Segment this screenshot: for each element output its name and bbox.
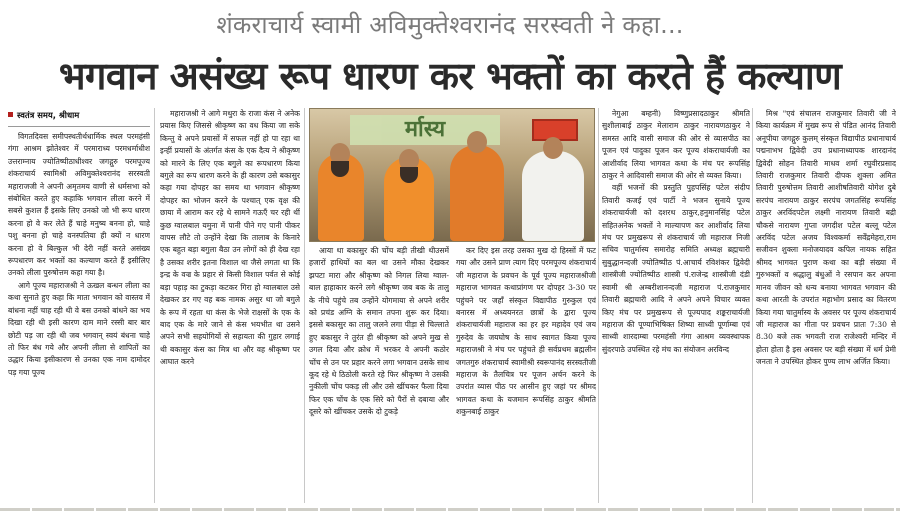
paragraph: नेगुआ बम्हनी) विष्णुप्रसादठाकुर श्रीमति सुशीलाबाई ठाकुर मेलाराम ठाकुर नारायणठाकुर ने समस्त आदि वासी समाज की ओर से व्यासपीठ का पूजन एवं पादुका पूजन कर पूज्य शंकराचार्यजी का आशीर्वाद लिया भागवत कथा के मंच पर रूपसिंह ठाकुर ने आदिवासी समाज की ओर से व्यक्त किया। — [602, 109, 750, 181]
paragraph: वहीं भजनों की प्रस्तुति पुहपसिंह पटेल संदीप तिवारी कजई एवं पार्टी ने भजन सुनाये पूज्य शंकराचार्यजी को दशरथ ठाकुर,हनुमानसिंह पटेल सहितअनेक भक्तों ने माल्यापण कर आशीर्वाद लिया मंच पर प्रमुखरूप से शंकराचार्य जी महाराज निजी सचिव चातुर्मास्य समारोह समिति अध्यक्ष ब्रह्मचारी सुबुद्धानन्दजी ज्योतिष्पीठ पं.आचार्य रविशंकर द्विवेदी शास्त्रीजी ज्योतिष्पीठ शास्त्री पं.राजेन्द्र शास्त्रीजी दंडी स्वामी श्री अम्बरीशानन्दजी महाराज पं.राजकुमार तिवारी ब्रह्मचारी आदि ने अपने अपने विचार व्यक्त किए मंच पर प्रमुखरूप से पूज्यपाद शङ्कराचार्यजी महाराज की पूण्याभिषिक्त शिष्या साध्वी पूर्णाम्बा एवं साध्वी शारदाम्बा परमहंसी गंगा आश्रम व्यवस्थापक सुंदरपाठे उपस्थित रहे मंच का संयोजन अरविन्द — [602, 183, 750, 354]
column-divider — [154, 108, 155, 503]
person-head — [467, 131, 487, 153]
news-photo — [309, 108, 595, 242]
column-divider — [598, 108, 599, 503]
kicker-line: शंकराचार्य स्वामी अविमुक्तेश्वरानंद सरस्वती ने कहा... — [216, 11, 684, 39]
column-divider — [752, 108, 753, 503]
byline — [8, 108, 150, 127]
page-bottom-rule — [0, 508, 900, 511]
article-column-4 — [456, 245, 596, 503]
column-divider — [304, 108, 305, 503]
paragraph: मिश्र "एवं संचालन राजकुमार तिवारी जी ने किया कार्यक्रम में मुख्य रूप से पंडित आनंद तिवारी अनूपीया जगद्गुरु कुलम् संस्कृत विद्यापीठ प्रधानाचार्य पद्मनाभभ द्विवेदी उप प्रधानाध्यापक शारदानंद द्विवेदी सोहन तिवारी माधव शर्मा रघुवीरप्रसाद तिवारी राजकुमार तिवारी दीपक शुक्ला अमित तिवारी पुरुषोत्तम तिवारी आशीषतिवारी योगेश दुबे सरपंच नारायण ठाकुर सरपंच जगतसिंह रूपसिंह ठाकुर अरविंदपटेल लक्ष्मी नारायण तिवारी बद्री चौकसे नारायण गुप्ता जगदीश पटेल बल्लू पटेल अरविंद पटेल अजय विश्वकर्मा सर्वेंद्रमेहरा,राम सजीवन शुक्ला मनोजयादव कपिल नायक सहित श्रीमद भागवत पुराण कथा का बड़ी संख्या में गुरुभक्तों व श्रद्धालु बंधुओं ने रसपान कर अपना मानव जीवन को धन्य बनाया भागवत भगवान की कथा आरती के उपरांत महाभोग प्रसाद का वितरण किया गया चातुर्मास्य के अवसर पर पूज्य शंकराचार्य जी महाराज का गीता पर प्रवचन प्रातः 7:30 से 8.30 बजे तक भगवती राज राजेश्वरी मन्दिर में होता होता है इस अवसर पर बड़ी संख्या में धर्म प्रेमी जनता ने उपस्थित होकर पुण्य लाभ अर्जित किया। — [756, 109, 896, 367]
paragraph: आगे पूज्य महाराजश्री ने ऊखल बन्धन लीला का कथा सुनाते हुए कहा कि माता भगवान को वास्तव में बांधना नहीं चाह रही थी वे बस उनको बांधने का भय दिखा रही थी इसी कारण दाम माने रस्सी बार बार छोटी पड़ जा रही थी जब भगवान् स्वयं बंधना चाहे तो फिर बंध गये और अपनी लीला से शापितों का उद्धार किया इसीकारण से उनका एक नाम दामोदर पड़ गया पूज्य — [8, 280, 150, 377]
article-column-6 — [756, 108, 896, 503]
paragraph: विगतदिवस समीपस्थतीर्थधार्मिक स्थल परमहंसी गंगा आश्रम झोतेश्वर में परमाराध्य परमधर्माधीश उत्तराम्नाय ज्योतिष्पीठाधीश्वर जगद्गुरु परमपूज्य शंकराचार्य स्वामिश्री अविमुक्तेश्वरानंद सरस्वती महाराजजी ने अपनी अमृतमय वाणी से धर्मसभा को संबोधित करते हुए कहाकि भगवान लीला करने में सबसे कुशल हैं इसके लिए उनको जो भी रूप धारण करना हो वे कर लेते हैं चाहे मनुष्य बनना हो, चाहे पशु बनना हो चाहे वनस्पतिया ही क्यों न धारण करना हो वे बिल्कुल भी देरी नहीं करते असंख्य रूपधारण कर भक्तों का कल्याण करते हैं इसीलिए उनको लीला पुरुषोत्तम कहा गया है। — [8, 132, 150, 278]
article-column-2 — [160, 108, 300, 503]
paragraph: कर दिए इस तरह उसका मुख दो हिस्सों में फट गया और उसने प्राण त्याग दिए परमपूज्य शंकराचार्य जी महाराज के प्रवचन के पूर्व पूज्य महाराजश्रीजी महाराज भागवत कथाप्रांगण पर दोपहर 3-30 पर पहुंचने पर जहाँ संस्कृत विद्यापीठ गुरुकुल एवं बनारस में अध्ययनरत छात्रों के द्वारा पूज्य शंकराचार्यजी महाराज का हर हर महादेव एवं जय गुरुदेव के जयघोष के साथ स्वागत किया पूज्य महाराजश्री ने मंच पर पहुंचते ही सर्वप्रथम ब्रह्मलीन जगतगुरु शंकराचार्य स्वामीश्री स्वरूपानंद सरस्वतीजी महाराज के तैलचित्र पर पूजन अर्चन करने के उपरांत व्यास पीठ पर आसीन हुए जहां पर श्रीमद भागवत कथा के यजमान रूपसिंह ठाकुर श्रीमति शकुनबाई ठाकुर — [456, 246, 596, 417]
person-figure — [450, 145, 504, 241]
byline-marker-icon — [8, 112, 13, 117]
person-head — [543, 137, 563, 159]
byline-text: स्वतंत्र समय, श्रीधाम — [17, 110, 80, 120]
article-column-3 — [309, 245, 449, 503]
article-column-5 — [602, 108, 750, 503]
article-column-1 — [8, 108, 150, 503]
photo-banner: र्मास्य — [350, 115, 500, 145]
paragraph: महाराजश्री ने आगे मथुरा के राजा कंस ने अनेक प्रयास किए जिससे श्रीकृष्ण का वध किया जा सके किन्तु वे अपने प्रयासों में सफल नहीं हो पा रहा था इन्हीं प्रयासों के अंतर्गत कंस के एक दैत्य ने श्रीकृष्ण को मारने के लिए एक बगुले का रूपधारण किया बगुले का रूप धारण करने के ही कारण उसे बकासुर कहा गया दोपहर का समय था भगवान श्रीकृष्ण दोपहर का भोजन करने के पश्चात् एक वृक्ष की छाया में आराम कर रहे थे सामने गऊएँ चर रही थीं कुछ ग्वालबाल यमुना में पानी पीने गए पानी पीकर वापस लौटे तो उन्होंने देखा कि तालाब के किनारे एक बहुत बड़ा बगुला बैठा उन लोगों को ही देख रहा है उसका शरीर इतना विशाल था जैसे लगता था कि इन्द्र के वज्र के प्रहार से किसी विशाल पर्वत से कोई बड़ा पहाड़ का टुकड़ा कटकर गिरा हो ग्वालबाल उसे देखकर डर गए वह बक नामक असुर था जो बगुले के रूप में रहता था कंस के भेजे राक्षसों के एक के बाद एक के मारे जाने से कंस भयभीत था उसने अपने सभी सहयोगियों से सहायता की गुहार लगाई थी बकासुर कंस का मित्र था और वह श्रीकृष्ण पर आघात करने — [160, 109, 300, 367]
paragraph: आया था बकासुर की चोंच बड़ी तीखी थीउसमें हजारों हाथियों का बल था उसने मौका देखकर झपटा मारा और श्रीकृष्ण को निगल लिया ग्वाल-बाल हाहाकार करने लगे श्रीकृष्ण जब बक के तालु के नीचे पहुंचे तब उन्होंने योगमाया से अपने शरीर को प्रचंड अग्नि के समान तपना शुरू कर दिया। इससे बकासुर का तालु जलने लगा पीड़ा से चिल्लाते हुए बकासुर ने तुरंत ही श्रीकृष्ण को अपने मुख से उगल दिया और क्रोध में भरकर वे अपनी कठोर चोंच से उन पर प्रहार करने लगा भगवान उसके साथ कूद रहे थे ठिठोली करते रहे फिर श्रीकृष्ण ने उसकी नुकीली चोंच पकड़ ली और उसे खींचकर फैला दिया फिर एक चोंच के एक सिरे को पैरों से दबाया और दूसरे को खींचकर उसके दो टुकड़े — [309, 246, 449, 417]
person-figure — [522, 151, 584, 241]
headline: भगवान असंख्य रूप धारण कर भक्तों का करते हैं कल्याण — [58, 54, 842, 98]
